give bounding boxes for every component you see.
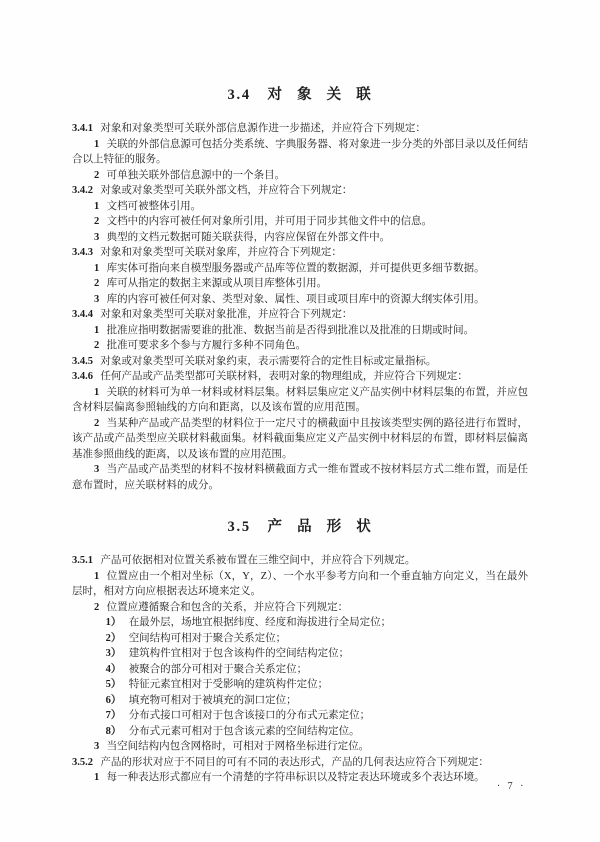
paragraph-text: 当产品或产品类型的材料不按材料横截面方式一维布置或不按材料层方式二维布置，而是任意布置时，应关联材料的成分。 bbox=[72, 464, 528, 491]
item-label: 2 bbox=[94, 169, 100, 181]
paragraph-text: 当空间结构内包含网格时，可相对于网格坐标进行定位。 bbox=[106, 741, 370, 752]
section-title: 产 品 形 状 bbox=[267, 519, 373, 535]
paragraph-text: 当某种产品或产品类型的材料位于一定尺寸的横截面中且按该类型实例的路径进行布置时，该产品或产品类型应关联材料截面集。材料截面集应定义产品实例中材料层的布置，即材料层偏离基准参照曲线的距离，以及该布置的应用范围。 bbox=[72, 417, 528, 460]
paragraph-text: 任何产品或产品类型都可关联材料，表明对象的物理组成，并应符合下列规定： bbox=[100, 371, 468, 382]
item-label: 4） bbox=[105, 663, 122, 675]
item-label: 5） bbox=[105, 679, 122, 690]
paragraph-text: 批准可要求多个参与方履行多种不同角色。 bbox=[106, 340, 307, 351]
paragraph-text: 对象和对象类型可关联对象库，并应符合下列规定： bbox=[100, 247, 342, 258]
item-label: 1 bbox=[94, 386, 100, 398]
paragraph-text: 关联的材料可为单一材料或材料层集。材料层集应定义产品实例中材料层集的布置，并应包含材料层偏离参照轴线的方向和距离，以及该布置的应用范围。 bbox=[72, 386, 528, 413]
page-number: · 7 · bbox=[496, 781, 526, 792]
list-item bbox=[72, 137, 528, 168]
paragraph-text: 每一种表达形式都应有一个清楚的字符串标识以及特定表达环境或多个表达环境。 bbox=[106, 772, 485, 783]
item-label: 2 bbox=[94, 601, 100, 613]
paragraph-text: 可单独关联外部信息源中的一个条目。 bbox=[106, 169, 286, 181]
item-label: 1 bbox=[94, 772, 100, 783]
paragraph-text: 被聚合的部分可相对于聚合关系定位； bbox=[128, 663, 308, 675]
clause-paragraph bbox=[72, 183, 528, 199]
list-item bbox=[72, 199, 528, 215]
clause-paragraph bbox=[72, 553, 528, 569]
paragraph-text: 对象和对象类型可关联外部信息源作进一步描述，并应符合下列规定： bbox=[100, 123, 426, 134]
list-item bbox=[72, 770, 528, 786]
paragraph-text: 关联的外部信息源可包括分类系统、字典服务器、将对象进一步分类的外部目录以及任何结合以上特征的服务。 bbox=[72, 138, 528, 165]
paragraph-text: 分布式接口可相对于包含该接口的分布式元素定位； bbox=[128, 710, 371, 721]
section-heading bbox=[72, 86, 528, 104]
paragraph-text: 建筑构件宜相对于包含该构件的空间结构定位； bbox=[128, 648, 350, 659]
section-number: 3.4 bbox=[227, 87, 251, 103]
item-label: 2 bbox=[94, 417, 100, 429]
paragraph-text: 特征元素宜相对于受影响的建筑构件定位； bbox=[128, 679, 329, 690]
list-item bbox=[72, 214, 528, 230]
clause-paragraph bbox=[72, 307, 528, 323]
item-label: 8） bbox=[105, 725, 122, 737]
item-label: 3.4.4 bbox=[72, 309, 93, 320]
item-label: 3） bbox=[105, 648, 122, 659]
item-label: 3.5.2 bbox=[72, 756, 93, 768]
item-label: 3.4.2 bbox=[72, 185, 93, 196]
item-label: 2） bbox=[105, 632, 122, 644]
item-label: 3.5.1 bbox=[72, 555, 93, 566]
paragraph-text: 空间结构可相对于聚合关系定位； bbox=[128, 632, 287, 644]
item-label: 3.4.5 bbox=[72, 355, 93, 367]
paragraph-text: 位置应遵循聚合和包含的关系，并应符合下列规定： bbox=[106, 601, 349, 613]
list-item bbox=[72, 338, 528, 354]
item-label: 2 bbox=[94, 278, 100, 289]
paragraph-text: 对象或对象类型可关联对象约束，表示需要符合的定性目标或定量指标。 bbox=[100, 355, 437, 367]
section-title: 对 象 关 联 bbox=[267, 87, 373, 103]
clause-paragraph bbox=[72, 354, 528, 370]
sub-list-item bbox=[72, 631, 528, 647]
sub-list-item bbox=[72, 693, 528, 709]
list-item bbox=[72, 462, 528, 493]
paragraph-text: 文档可被整体引用。 bbox=[106, 200, 202, 212]
list-item bbox=[72, 276, 528, 292]
paragraph-text: 位置应由一个相对坐标（X，Y，Z）、一个水平参考方向和一个垂直轴方向定义，当在最外层时，相对方向应根据表达环境来定义。 bbox=[72, 570, 528, 597]
clause-paragraph bbox=[72, 245, 528, 261]
item-label: 3.4.1 bbox=[72, 123, 93, 134]
clause-paragraph bbox=[72, 121, 528, 137]
item-label: 3.4.6 bbox=[72, 371, 93, 382]
paragraph-text: 典型的文档元数据可随关联获得，内容应保留在外部文件中。 bbox=[106, 231, 391, 243]
section-number: 3.5 bbox=[227, 519, 251, 535]
list-item bbox=[72, 569, 528, 600]
sub-list-item bbox=[72, 724, 528, 740]
paragraph-text: 批准应指明数据需要谁的批准、数据当前是否得到批准以及批准的日期或时间。 bbox=[106, 324, 475, 336]
item-label: 3 bbox=[94, 231, 100, 243]
list-item bbox=[72, 600, 528, 616]
list-item bbox=[72, 230, 528, 246]
item-label: 3 bbox=[94, 464, 100, 475]
list-item bbox=[72, 261, 528, 277]
paragraph-text: 库的内容可被任何对象、类型对象、属性、项目或项目库中的资源大纲实体引用。 bbox=[106, 293, 485, 305]
sub-list-item bbox=[72, 677, 528, 693]
item-label: 7） bbox=[105, 710, 122, 721]
paragraph-text: 产品可依据相对位置关系被布置在三维空间中，并应符合下列规定。 bbox=[100, 555, 416, 566]
list-item bbox=[72, 416, 528, 463]
paragraph-text: 填充物可相对于被填充的洞口定位； bbox=[128, 694, 297, 706]
list-item bbox=[72, 292, 528, 308]
item-label: 1） bbox=[105, 617, 122, 628]
paragraph-text: 文档中的内容可被任何对象所引用，并可用于同步其他文件中的信息。 bbox=[106, 216, 433, 227]
item-label: 1 bbox=[94, 570, 100, 582]
sub-list-item bbox=[72, 646, 528, 662]
sub-list-item bbox=[72, 615, 528, 631]
paragraph-text: 在最外层，场地宜根据纬度、经度和海拔进行全局定位； bbox=[128, 617, 392, 628]
item-label: 6） bbox=[105, 694, 122, 706]
paragraph-text: 对象或对象类型可关联外部文档，并应符合下列规定： bbox=[100, 185, 353, 196]
sub-list-item bbox=[72, 662, 528, 678]
item-label: 1 bbox=[94, 200, 100, 212]
item-label: 1 bbox=[94, 324, 100, 336]
item-label: 2 bbox=[94, 216, 100, 227]
paragraph-text: 分布式元素可相对于包含该元素的空间结构定位。 bbox=[128, 725, 360, 737]
item-label: 3 bbox=[94, 293, 100, 305]
item-label: 1 bbox=[94, 262, 100, 274]
section-heading bbox=[72, 518, 528, 536]
item-label: 2 bbox=[94, 340, 100, 351]
list-item bbox=[72, 385, 528, 416]
paragraph-text: 库可从指定的数据主来源或从项目库整体引用。 bbox=[106, 278, 328, 289]
paragraph-text: 对象和对象类型可关联对象批准，并应符合下列规定： bbox=[100, 309, 353, 320]
document-body bbox=[72, 86, 528, 786]
list-item bbox=[72, 323, 528, 339]
paragraph-text: 产品的形状对应于不同目的可有不同的表达形式，产品的几何表达应符合下列规定： bbox=[100, 756, 489, 768]
item-label: 1 bbox=[94, 138, 100, 150]
clause-paragraph bbox=[72, 369, 528, 385]
sub-list-item bbox=[72, 708, 528, 724]
list-item bbox=[72, 168, 528, 184]
list-item bbox=[72, 739, 528, 755]
item-label: 3.4.3 bbox=[72, 247, 93, 258]
item-label: 3 bbox=[94, 741, 100, 752]
clause-paragraph bbox=[72, 755, 528, 771]
paragraph-text: 库实体可指向来自模型服务器或产品库等位置的数据源，并可提供更多细节数据。 bbox=[106, 262, 485, 274]
